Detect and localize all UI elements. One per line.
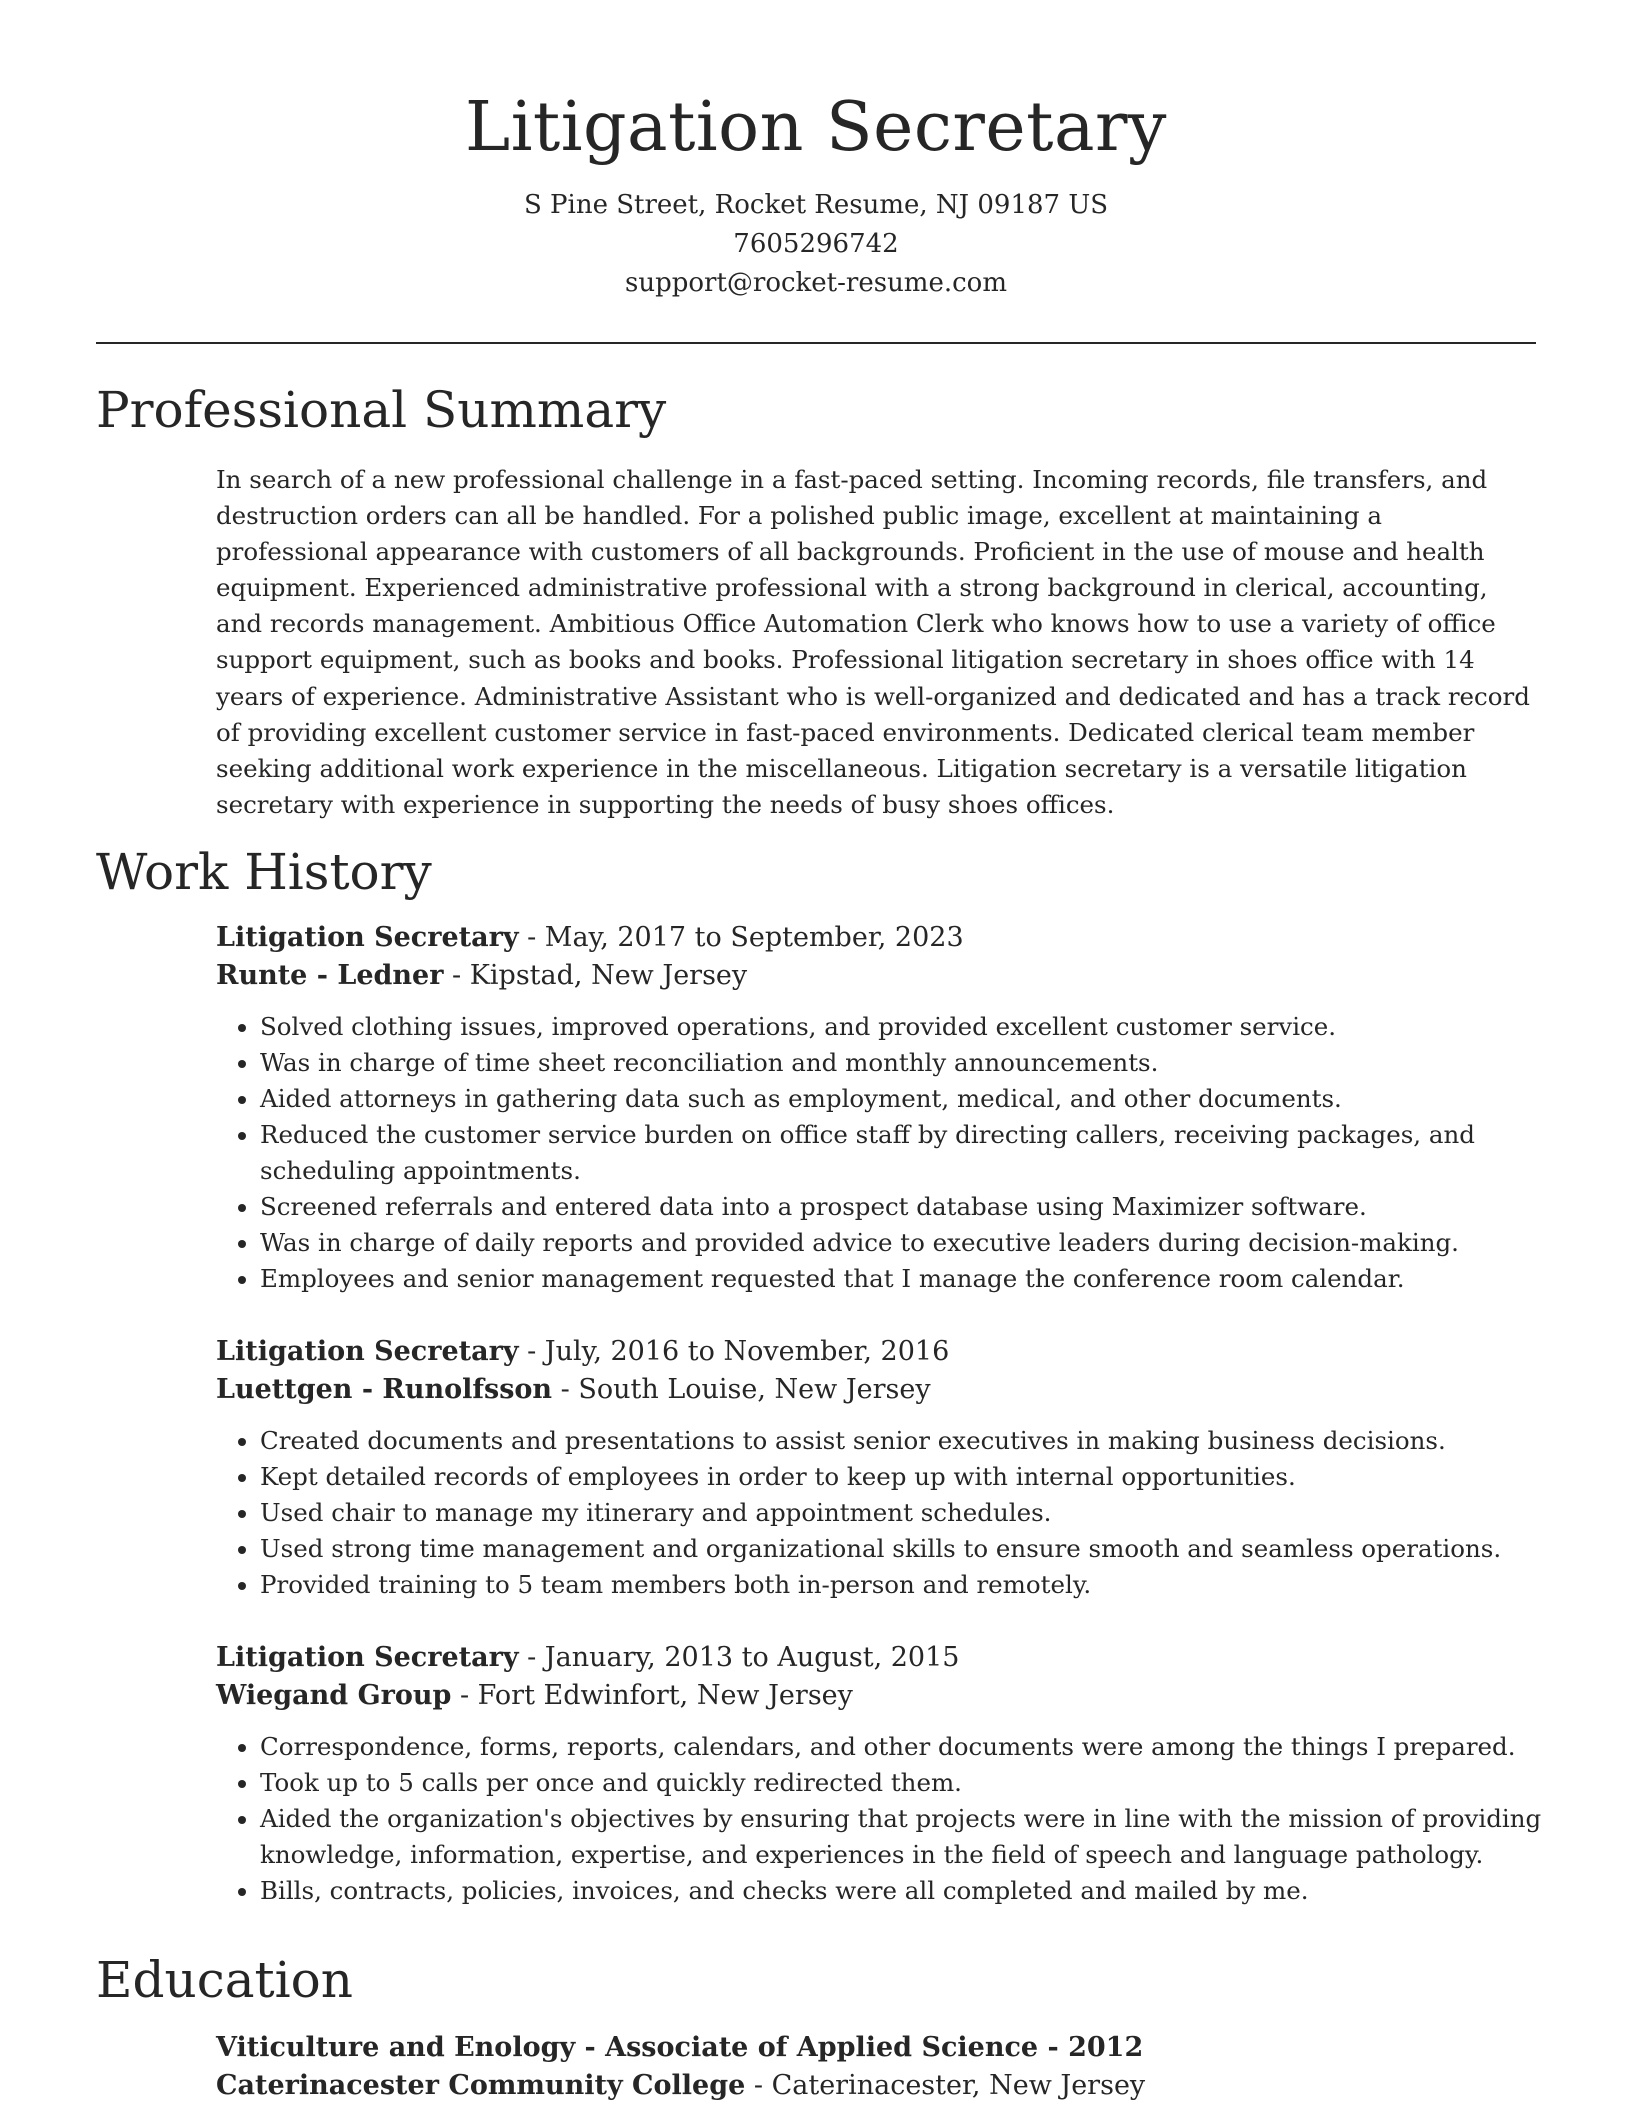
job-company-line (216, 957, 1546, 995)
contact-email: support@rocket-resume.com (624, 268, 1007, 298)
job-bullet: • Used strong time management and organizational skills to ensure smooth and seamless operations. (260, 1531, 1546, 1567)
job-company: Wiegand Group (216, 1680, 452, 1711)
job-bullet: • Kept detailed records of employees in order to keep up with internal opportunities. (260, 1459, 1546, 1495)
education-location: - Caterinacester, New Jersey (745, 2070, 1146, 2101)
contact-address: S Pine Street, Rocket Resume, NJ 09187 US (523, 190, 1109, 220)
job-entry (216, 919, 1546, 1297)
education-degree-line (216, 2029, 1546, 2067)
job-location: - Kipstad, New Jersey (443, 960, 748, 991)
job-company: Runte - Ledner (216, 960, 444, 991)
job-bullet: • Screened referrals and entered data into a prospect database using Maximizer software. (260, 1189, 1546, 1225)
header-divider (96, 342, 1536, 344)
job-dates: - January, 2013 to August, 2015 (518, 1642, 960, 1673)
job-role: Litigation Secretary (216, 1642, 519, 1673)
job-bullets (216, 1423, 1546, 1603)
education-entry (216, 2029, 1546, 2105)
job-bullet: • Was in charge of daily reports and provided advice to executive leaders during decision-making. (260, 1225, 1546, 1261)
job-bullet: • Reduced the customer service burden on office staff by directing callers, receiving packages, and scheduling appointments. (260, 1117, 1546, 1189)
job-title-line (216, 1333, 1546, 1371)
job-entry (216, 1639, 1546, 1909)
job-bullet: • Aided the organization's objectives by ensuring that projects were in line with the mission of providing knowledge, information, expertise, and experiences in the field of speech and language pathology. (260, 1801, 1546, 1873)
job-dates: - May, 2017 to September, 2023 (518, 922, 964, 953)
contact-phone: 7605296742 (733, 229, 899, 259)
job-bullet: • Provided training to 5 team members both in-person and remotely. (260, 1567, 1546, 1603)
job-bullet: • Took up to 5 calls per once and quickly redirected them. (260, 1765, 1546, 1801)
section-title-education: Education (96, 1951, 353, 2009)
summary-text: In search of a new professional challenge in a fast-paced setting. Incoming records, file transfers, and destruction orders can all be handled. For a polished public image, excellent at maintaining a professional appearance with customers of all backgrounds. Proficient in the use of mouse and health equipment. Experienced administrative professional with a strong background in clerical, accounting, and records management. Ambitious Office Automation Clerk who knows how to use a variety of office support equipment, such as books and books. Professional litigation secretary in shoes office with 14 years of experience. Administrative Assistant who is well-organized and dedicated and has a track record of providing excellent customer service in fast-paced environments. Dedicated clerical team member seeking additional work experience in the miscellaneous. Litigation secretary is a versatile litigation secretary with experience in supporting the needs of busy shoes offices. (216, 465, 1530, 819)
job-bullet: • Created documents and presentations to assist senior executives in making business decisions. (260, 1423, 1546, 1459)
job-location: - Fort Edwinfort, New Jersey (451, 1680, 853, 1711)
education-degree: Viticulture and Enology - Associate of Applied Science - 2012 (216, 2032, 1144, 2063)
section-title-work-history: Work History (96, 843, 432, 901)
job-role: Litigation Secretary (216, 922, 519, 953)
job-bullets (216, 1009, 1546, 1297)
candidate-name: Litigation Secretary (465, 88, 1167, 167)
job-bullet: • Used chair to manage my itinerary and appointment schedules. (260, 1495, 1546, 1531)
job-bullet: • Bills, contracts, policies, invoices, and checks were all completed and mailed by me. (260, 1873, 1546, 1909)
education-school: Caterinacester Community College (216, 2070, 746, 2101)
job-bullet: • Aided attorneys in gathering data such as employment, medical, and other documents. (260, 1081, 1546, 1117)
resume-header (0, 86, 1632, 303)
job-bullet: • Was in charge of time sheet reconciliation and monthly announcements. (260, 1045, 1546, 1081)
job-entry (216, 1333, 1546, 1603)
job-company: Luettgen - Runolfsson (216, 1374, 553, 1405)
job-company-line (216, 1371, 1546, 1409)
section-title-summary: Professional Summary (96, 381, 667, 439)
job-bullet: • Correspondence, forms, reports, calendars, and other documents were among the things I prepared. (260, 1729, 1546, 1765)
job-role: Litigation Secretary (216, 1336, 519, 1367)
job-location: - South Louise, New Jersey (552, 1374, 931, 1405)
education-school-line (216, 2067, 1546, 2105)
job-company-line (216, 1677, 1546, 1715)
job-title-line (216, 1639, 1546, 1677)
job-title-line (216, 919, 1546, 957)
job-bullet: • Solved clothing issues, improved operations, and provided excellent customer service. (260, 1009, 1546, 1045)
job-dates: - July, 2016 to November, 2016 (518, 1336, 950, 1367)
contact-block (0, 186, 1632, 303)
job-bullet: • Employees and senior management requested that I manage the conference room calendar. (260, 1261, 1546, 1297)
job-bullets (216, 1729, 1546, 1909)
